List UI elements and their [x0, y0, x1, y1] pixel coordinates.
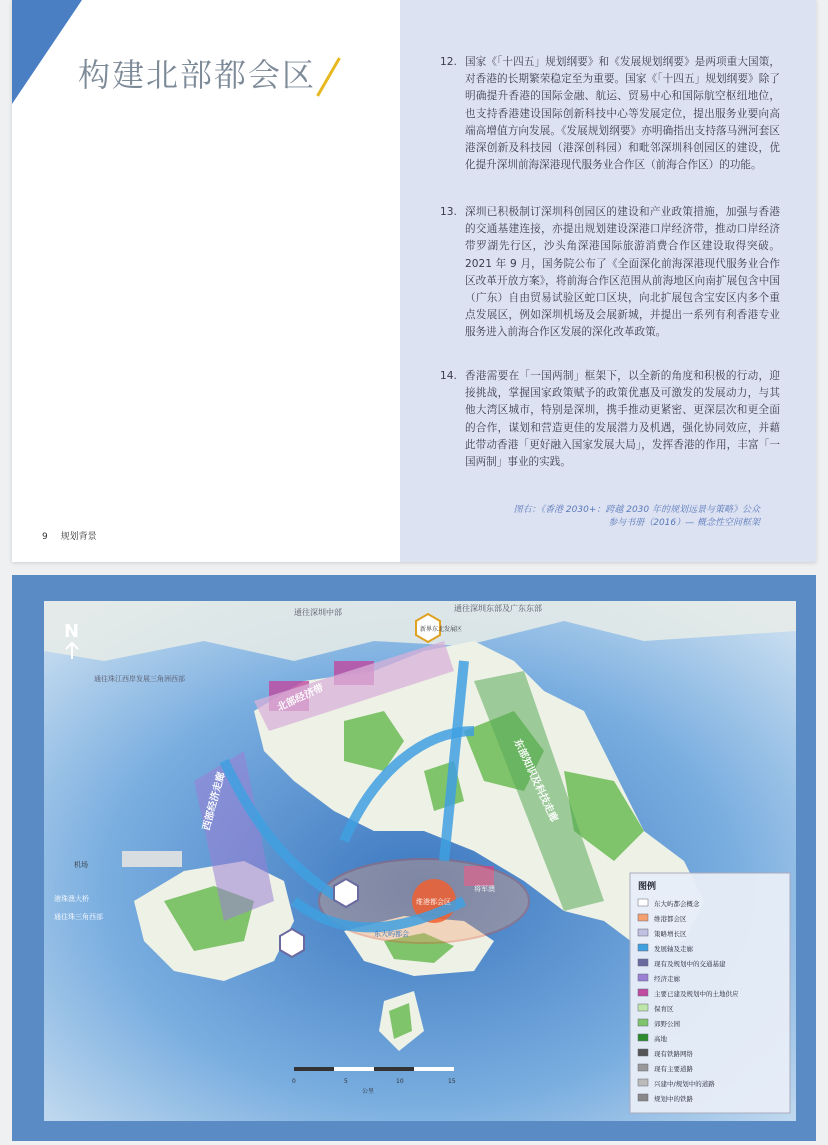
legend-item-label: 规划中的铁路 [654, 1095, 693, 1103]
paragraph-text: 香港需要在「一国两制」框架下，以全新的角度和积极的行动，迎接挑战，掌握国家政策赋予的政策优惠及可激发的发展动力，与其他大湾区城市，特别是深圳，携手推动更紧密、更深层次和更全面的合作，谋划和营造更佳的发展潜力及机遇，强化协同效应，并藉此带动香港「更好融入国家发展大局」，发挥香港的作用，丰富「一国两制」事业的实践。 [465, 370, 780, 469]
map-label: 北部经济带 [275, 682, 326, 714]
map-legend [630, 873, 790, 1113]
scale-tick: 10 [396, 1078, 404, 1085]
map-label: 将军澳 [474, 885, 495, 893]
paragraph-number: 14. [440, 370, 457, 382]
legend-item-label: 经济走廊 [654, 975, 680, 983]
map-label: 东大屿都会 [374, 930, 409, 938]
paragraph-text: 深圳已积极制订深圳科创园区的建设和产业政策措施，加强与香港的交通基建连接，亦提出规划建设深港口岸经济带，推动口岸经济带罗湖先行区，沙头角深港国际旅游消费合作区建设取得突破。2021 年 9 月，国务院公布了《全面深化前海深港现代服务业合作区改革开放方案》，将前海合作区范围从前海地区向南扩展包含中国（广东）自由贸易试验区蛇口区块，向北扩展包含宝安区内多个重点发展区，例如深圳机场及会展新城，并提出一系列有利香港专业服务进入前海合作区发展的深化改革政策。 [465, 206, 780, 339]
map-label: 通往深圳东部及广东东部 [454, 604, 542, 613]
legend-swatch [638, 929, 648, 936]
text-column [400, 0, 816, 562]
legend-item-label: 现有主要道路 [654, 1065, 693, 1073]
north-arrow: N [64, 621, 80, 642]
figure-caption: 图右：《香港 2030+：跨越 2030 年的规划远景与策略》公众参与书册（2016）— 概念性空间框架 [513, 505, 760, 528]
legend-swatch [638, 899, 648, 906]
paragraph-13 [440, 204, 780, 342]
strategic-growth-hexagon [334, 879, 358, 907]
legend-item-label: 郊野公园 [654, 1020, 680, 1028]
report-page-top [12, 0, 816, 562]
scale-tick: 5 [344, 1078, 348, 1085]
legend-item-label: 现有铁路网络 [654, 1050, 693, 1058]
strategic-growth-hexagon [280, 929, 304, 957]
legend-item-label: 高地 [654, 1035, 667, 1043]
page-footer [42, 529, 97, 542]
map-label: 港珠澳大桥 [54, 895, 89, 903]
legend-swatch [638, 914, 648, 921]
legend-swatch [638, 1034, 648, 1041]
paragraph-12 [440, 54, 780, 174]
legend-item-label: 现有及规划中的交通基建 [654, 960, 726, 968]
scale-tick: 15 [448, 1078, 456, 1085]
legend-swatch [638, 1049, 648, 1056]
page-number: 9 [42, 532, 48, 542]
title-wrap [78, 50, 316, 96]
map-label: 东部知识及科技走廊 [511, 737, 560, 824]
legend-swatch [638, 944, 648, 951]
map-svg [44, 601, 796, 1121]
scale-unit: 公里 [362, 1088, 375, 1095]
legend-item-label: 策略增长区 [654, 930, 687, 938]
legend-swatch [638, 1079, 648, 1086]
section-name: 规划背景 [60, 532, 97, 542]
map-label: 通往深圳中部 [294, 608, 342, 617]
legend-item-label: 维港都会区 [654, 915, 687, 923]
report-page-bottom [12, 575, 816, 1141]
page-title: 构建北部都会区 [78, 56, 317, 94]
legend-swatch [638, 1064, 648, 1071]
map-label: 通往珠三角西部 [54, 913, 103, 921]
legend-swatch [638, 1019, 648, 1026]
paragraph-number: 12. [440, 56, 457, 68]
title-slash-decoration [316, 57, 341, 97]
paragraph-14 [440, 368, 780, 471]
legend-swatch [638, 1094, 648, 1101]
map-label: 机场 [74, 861, 88, 869]
legend-item-label: 主要已建及规划中的土地供应 [654, 990, 739, 998]
paragraph-text: 国家《「十四五」规划纲要》和《发展规划纲要》是两项重大国策，对香港的长期繁荣稳定至为重要。国家《「十四五」规划纲要》除了明确提升香港的国际金融、航运、贸易中心和国际航空枢纽地位，也支持香港建设国际创新科技中心等发展定位，提出服务业要向高端高增值方向发展。《发展规划纲要》亦明确指出支持落马洲河套区港深创新及科技园（港深创科园）和毗邻深圳科创园区的建设，优化提升深圳前海深港现代服务业合作区（前海合作区）的功能。 [465, 56, 780, 172]
legend-item-label: 东大屿都会概念 [654, 900, 700, 908]
airport-island [122, 851, 182, 867]
legend-title: 图例 [638, 882, 657, 892]
map-label: 通往珠江西岸发展三角洲西部 [94, 675, 185, 683]
map-label: 西部经济走廊 [201, 770, 228, 832]
legend-item-label: 兴建中/规划中的道路 [654, 1080, 715, 1088]
legend-swatch [638, 959, 648, 966]
corner-triangle [12, 0, 82, 104]
legend-swatch [638, 974, 648, 981]
legend-swatch [638, 989, 648, 996]
map-label: 维港都会区 [416, 898, 451, 906]
paragraph-number: 13. [440, 206, 457, 218]
legend-item-label: 发展轴及走廊 [654, 945, 693, 953]
map-label: 新界东北发展区 [420, 626, 463, 633]
spatial-framework-map [44, 601, 796, 1121]
legend-item-label: 保育区 [654, 1005, 674, 1013]
scale-tick: 0 [292, 1078, 296, 1085]
legend-swatch [638, 1004, 648, 1011]
